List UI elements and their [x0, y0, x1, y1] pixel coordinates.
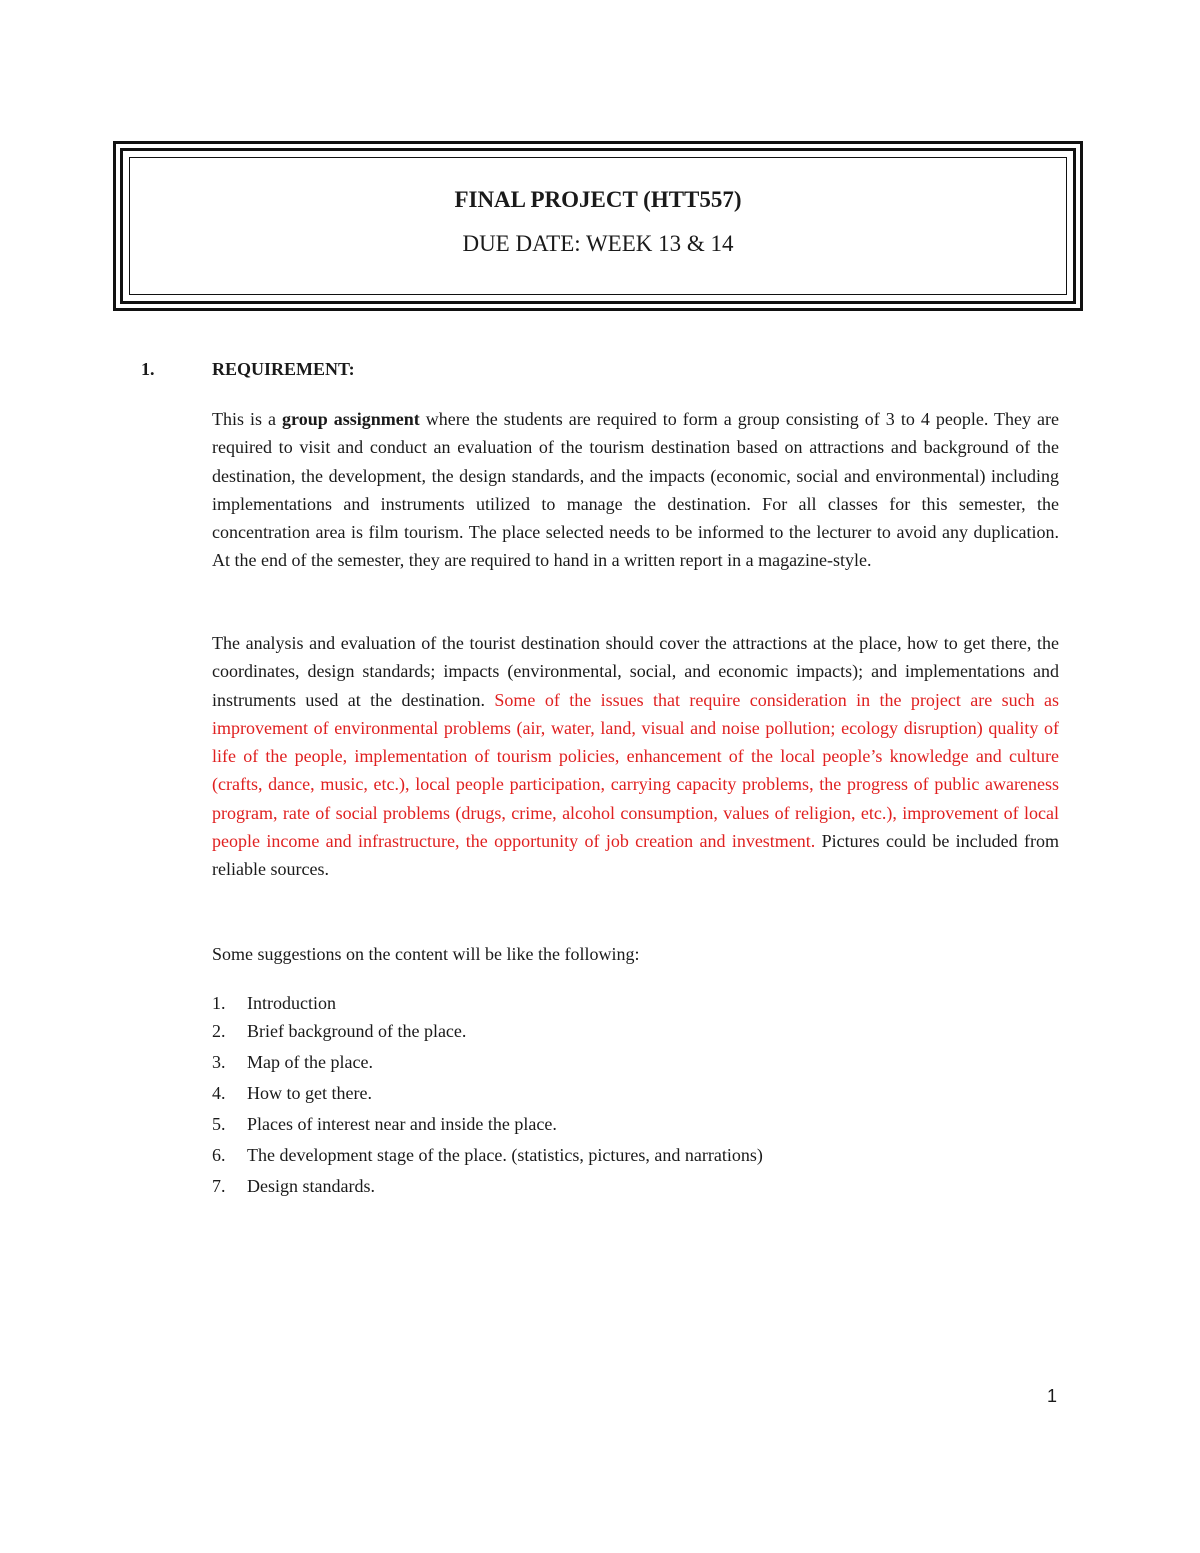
paragraph-analysis-text-start: The analysis and evaluation of the tourist destination should cover the attractions at the place, how to get there, the coordinates, design standards; impacts (environmental, social, and economic impacts); and implementations and instruments used at the destination. [212, 633, 1059, 710]
list-item-text: Places of interest near and inside the place. [247, 1114, 557, 1134]
paragraph-requirement-text-start: This is a [212, 409, 283, 429]
list-item [212, 989, 763, 1017]
list-item-text: Map of the place. [247, 1052, 373, 1072]
page-number: 1 [1047, 1386, 1058, 1406]
issues-highlight: Some of the issues that require consideration in the project are such as improvement of environmental problems (air, water, land, visual and noise pollution; ecology disruption) quality of life of the people, implementation of tourism policies, enhancement of the local people’s knowledge and culture (crafts, dance, music, etc.), local people participation, carrying capacity problems, the progress of public awareness program, rate of social problems (drugs, crime, alcohol consumption, values of religion, etc.), improvement of local people income and infrastructure, the opportunity of job creation and investment. [212, 689, 1059, 852]
list-item-number: 5. [212, 1114, 226, 1134]
list-item-text: Introduction [247, 993, 336, 1013]
title-box [113, 141, 1083, 311]
list-item-text: Brief background of the place. [247, 1021, 467, 1041]
title-box-mid-border [120, 148, 1076, 304]
paragraph-analysis [212, 629, 1059, 884]
title-box-inner [129, 157, 1067, 295]
list-item-number: 3. [212, 1052, 226, 1072]
list-item-number: 2. [212, 1021, 226, 1041]
list-item [212, 1079, 763, 1110]
paragraph-analysis-text-end: Pictures could be included from reliable sources. [212, 831, 1059, 880]
due-date: DUE DATE: WEEK 13 & 14 [462, 231, 734, 256]
list-item-text: How to get there. [247, 1083, 372, 1103]
list-item [212, 1141, 763, 1172]
list-item-number: 1. [212, 993, 226, 1013]
paragraph-suggestions: Some suggestions on the content will be like the following: [212, 944, 640, 964]
list-item-number: 7. [212, 1176, 226, 1196]
group-assignment-emphasis: group assignment [282, 409, 420, 429]
list-item-text: The development stage of the place. (statistics, pictures, and narrations) [247, 1145, 763, 1165]
section-title: REQUIREMENT: [212, 359, 355, 379]
document-title: FINAL PROJECT (HTT557) [454, 187, 742, 212]
list-item-text: Design standards. [247, 1176, 375, 1196]
list-item-number: 4. [212, 1083, 226, 1103]
list-item [212, 1017, 763, 1048]
list-item-number: 6. [212, 1145, 226, 1165]
content-suggestion-list [212, 989, 763, 1203]
paragraph-requirement [212, 405, 1059, 575]
section-number: 1. [141, 359, 155, 379]
list-item [212, 1110, 763, 1141]
list-item [212, 1048, 763, 1079]
list-item [212, 1172, 763, 1203]
paragraph-requirement-text-end: where the students are required to form a group consisting of 3 to 4 people. They are required to visit and conduct an evaluation of the tourism destination based on attractions and background of the destination, the development, the design standards, and the impacts (economic, social and environmental) including implementations and instruments utilized to manage the destination. For all classes for this semester, the concentration area is film tourism. The place selected needs to be informed to the lecturer to avoid any duplication. At the end of the semester, they are required to hand in a written report in a magazine-style. [212, 409, 1059, 571]
